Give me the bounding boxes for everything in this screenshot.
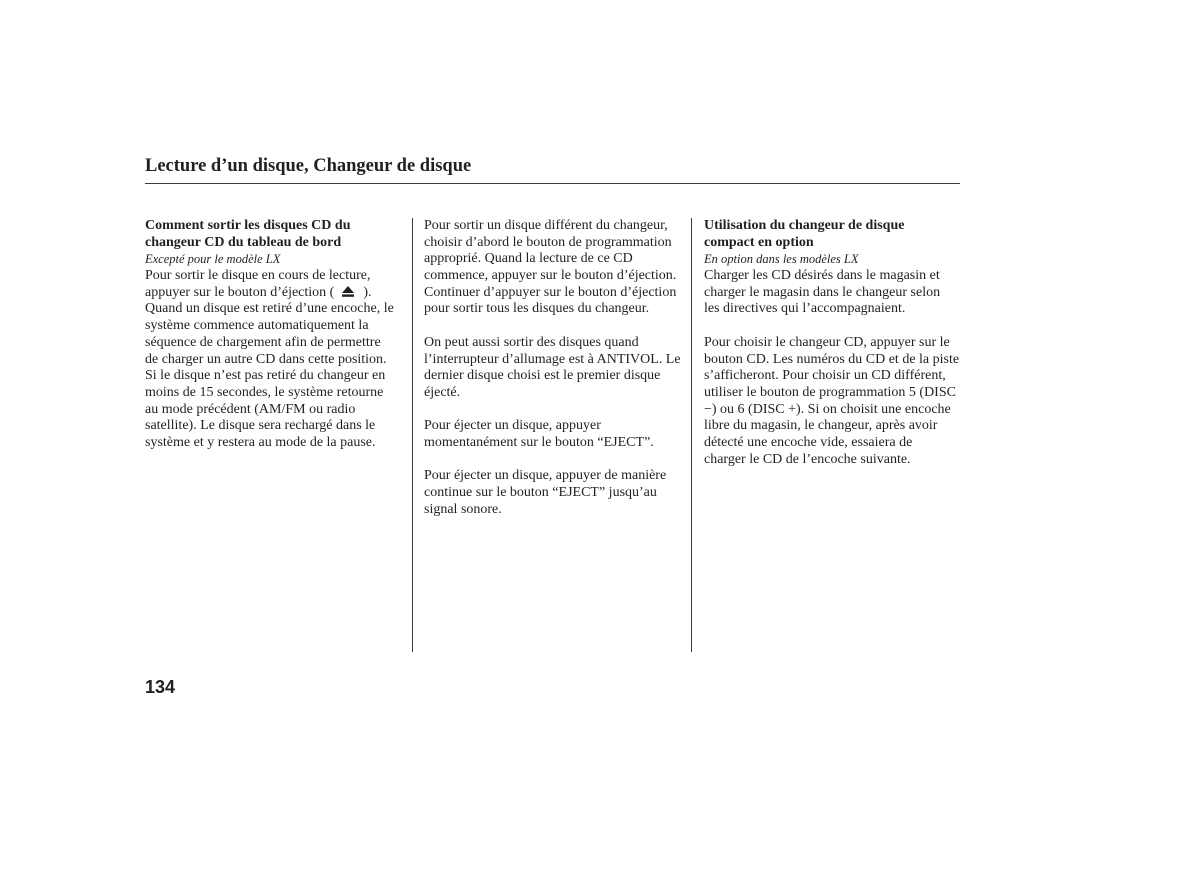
- col3-heading-line: Utilisation du changeur de disque: [704, 218, 905, 233]
- col3-body-line: libre du magasin, le changeur, après avoir: [704, 418, 938, 434]
- col1-model-note: Excepté pour le modèle LX: [145, 252, 281, 267]
- col2-paragraph: [424, 468, 682, 518]
- col2-body-line: signal sonore.: [424, 501, 502, 517]
- col1-body-line: moins de 15 secondes, le système retourne: [145, 384, 384, 400]
- col3-body-line: Pour choisir le changeur CD, appuyer sur le: [704, 334, 950, 350]
- col2-body-line: choisir d’abord le bouton de programmation: [424, 234, 672, 250]
- col2-body-line: continue sur le bouton “EJECT” jusqu’au: [424, 485, 657, 500]
- col3-paragraph: [704, 268, 962, 318]
- col1-body-line: au mode précédent (AM/FM ou radio: [145, 401, 356, 417]
- col2-body-line: momentanément sur le bouton “EJECT”.: [424, 434, 654, 450]
- column-cd-changer: [704, 218, 962, 485]
- col3-body-line: les directives qui l’accompagnaient.: [704, 301, 906, 317]
- col2-body-line: Continuer d’appuyer sur le bouton d’éjection: [424, 284, 677, 300]
- col3-body-line: charger le CD de l’encoche suivante.: [704, 451, 911, 467]
- col1-body-line: Quand un disque est retiré d’une encoche, le: [145, 301, 394, 317]
- column-changer-eject: [424, 218, 682, 535]
- col3-body-line: utiliser le bouton de programmation 5 (DISC: [704, 384, 956, 400]
- col2-paragraph: [424, 335, 682, 402]
- col1-body-line: de charger un autre CD dans cette position.: [145, 351, 387, 367]
- page-title: Lecture d’un disque, Changeur de disque: [145, 156, 472, 176]
- col2-paragraph: [424, 418, 682, 451]
- col3-body-line: bouton CD. Les numéros du CD et de la piste: [704, 351, 960, 367]
- col1-body-line: Pour sortir le disque en cours de lecture,: [145, 268, 371, 284]
- col1-body-line: Si le disque n’est pas retiré du changeur en: [145, 368, 386, 384]
- col1-heading-line: Comment sortir les disques CD du: [145, 218, 351, 233]
- page-number: 134: [145, 677, 176, 697]
- col1-body-line: satellite). Le disque sera rechargé dans le: [145, 418, 376, 434]
- col2-body-line: On peut aussi sortir des disques quand: [424, 334, 639, 350]
- col1-heading-line: changeur CD du tableau de bord: [145, 234, 342, 250]
- column-divider-2: [691, 218, 692, 652]
- col1-eject-line: [145, 285, 403, 302]
- col2-body-line: dernier disque choisi est le premier disque: [424, 368, 661, 384]
- col2-body-line: Pour éjecter un disque, appuyer de manière: [424, 468, 667, 484]
- column-divider-1: [412, 218, 413, 652]
- col2-body-line: l’interrupteur d’allumage est à ANTIVOL. Le: [424, 351, 681, 367]
- col3-body-line: Charger les CD désirés dans le magasin et: [704, 268, 940, 284]
- col2-body-line: approprié. Quand la lecture de ce CD: [424, 251, 633, 267]
- col3-model-note: En option dans les modèles LX: [704, 252, 859, 267]
- col2-body-line: commence, appuyer sur le bouton d’éjection.: [424, 268, 677, 284]
- col1-eject-line-text: appuyer sur le bouton d’éjection (: [145, 284, 335, 300]
- col3-paragraph: [704, 335, 962, 469]
- column-eject-cd: [145, 218, 403, 452]
- col2-body-line: pour sortir tous les disques du changeur.: [424, 301, 650, 317]
- col1-body-line: système et y restera au mode de la pause.: [145, 434, 376, 450]
- eject-icon: [342, 286, 354, 303]
- col2-paragraph: [424, 218, 682, 318]
- col1-eject-line-close: ).: [363, 284, 372, 300]
- col2-body-line: Pour sortir un disque différent du changeur,: [424, 218, 668, 233]
- col2-body-line: éjecté.: [424, 384, 461, 400]
- title-rule: [145, 183, 960, 184]
- col3-body-line: détecté une encoche vide, essaiera de: [704, 434, 913, 450]
- col1-body-line: séquence de chargement afin de permettre: [145, 334, 381, 350]
- col3-body-line: −) ou 6 (DISC +). Si on choisit une encoche: [704, 401, 951, 417]
- col3-heading-line: compact en option: [704, 234, 814, 250]
- col3-body-line: s’afficheront. Pour choisir un CD différent,: [704, 368, 946, 384]
- col3-body-line: charger le magasin dans le changeur selon: [704, 284, 941, 300]
- col2-body-line: Pour éjecter un disque, appuyer: [424, 418, 601, 434]
- col1-body-line: système commence automatiquement la: [145, 318, 369, 334]
